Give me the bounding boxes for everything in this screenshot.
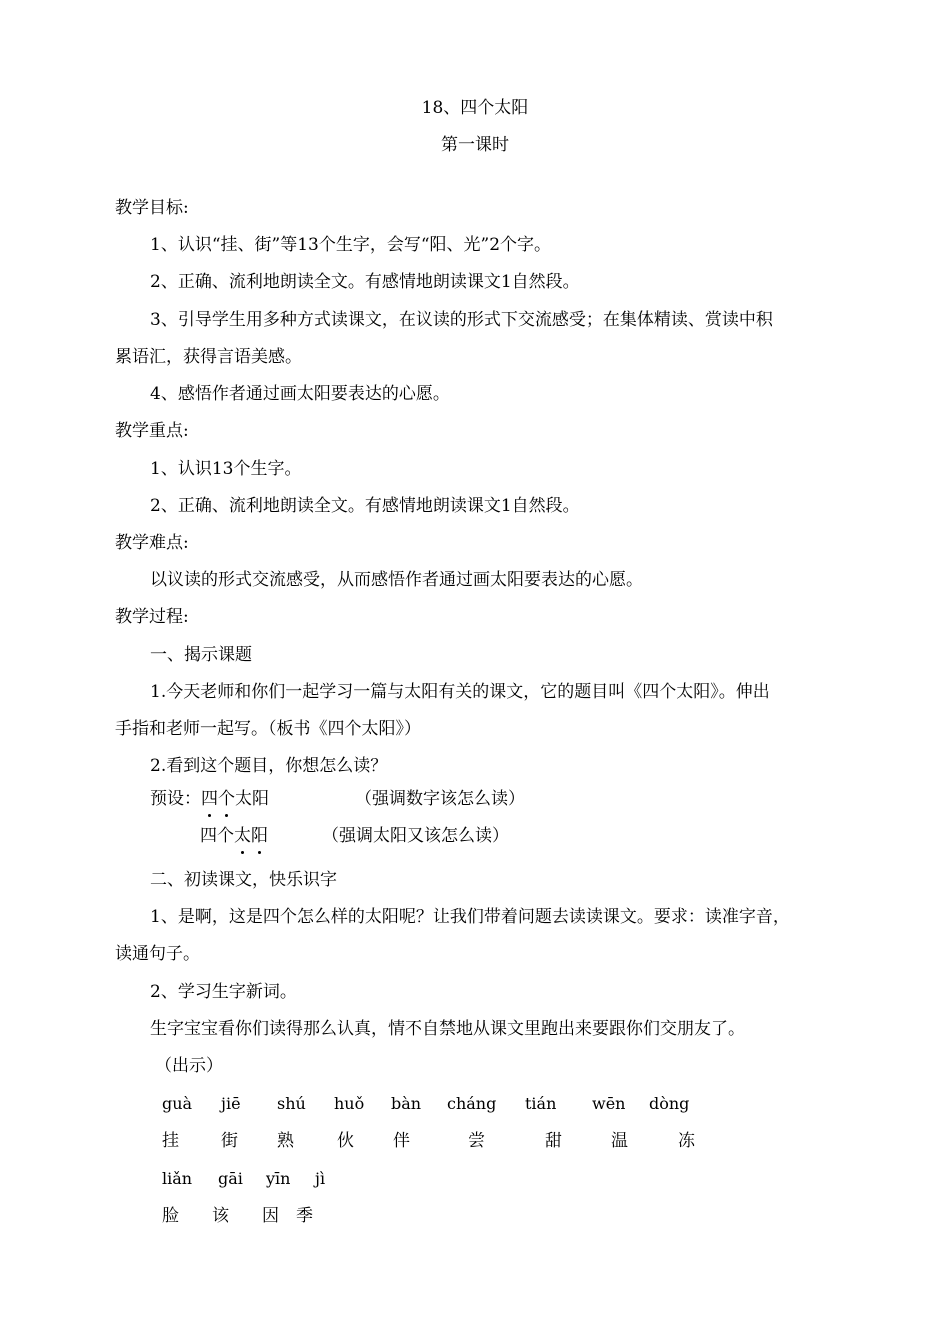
vocab-char: 熟 — [277, 1131, 294, 1151]
preset-line-1 — [150, 787, 269, 811]
paragraph: 2.看到这个题目，你想怎么读？ — [150, 756, 388, 776]
vocab-char: 温 — [611, 1131, 628, 1151]
preset-char: 个 — [217, 826, 234, 846]
vocab-char: 伴 — [393, 1131, 410, 1151]
page-subtitle: 第一课时 — [441, 135, 509, 155]
objective-item-continued: 累语汇，获得言语美感。 — [115, 347, 302, 367]
objective-item: 1、认识“挂、街”等13个生字，会写“阳、光”2个字。 — [150, 235, 552, 255]
emphasized-char: 阳 — [251, 826, 268, 846]
pinyin: shú — [277, 1094, 306, 1113]
objectives-heading: 教学目标: — [115, 198, 189, 218]
key-points-heading: 教学重点: — [115, 421, 189, 441]
pinyin: jì — [315, 1169, 326, 1188]
vocab-char: 因 — [262, 1206, 279, 1226]
vocab-char: 季 — [296, 1206, 313, 1226]
vocab-char: 脸 — [162, 1206, 179, 1226]
pinyin: dòng — [649, 1094, 690, 1113]
pinyin: yīn — [266, 1169, 291, 1188]
pinyin: cháng — [447, 1094, 497, 1113]
preset-note: （强调数字该怎么读） — [355, 789, 525, 809]
emphasized-char: 个 — [218, 789, 235, 809]
paragraph: 2、学习生字新词。 — [150, 982, 297, 1002]
objective-item: 4、感悟作者通过画太阳要表达的心愿。 — [150, 384, 450, 404]
section-heading: 一、揭示课题 — [150, 645, 252, 665]
pinyin: jiē — [221, 1094, 241, 1113]
pinyin: tián — [525, 1094, 557, 1113]
preset-char: 阳 — [252, 789, 269, 809]
preset-note: （强调太阳又该怎么读） — [322, 826, 509, 846]
vocab-char: 街 — [221, 1131, 238, 1151]
pinyin: gāi — [218, 1169, 243, 1188]
difficulty-item: 以议读的形式交流感受，从而感悟作者通过画太阳要表达的心愿。 — [150, 570, 643, 590]
key-point-item: 2、正确、流利地朗读全文。有感情地朗读课文1自然段。 — [150, 496, 580, 516]
vocab-char: 甜 — [545, 1131, 562, 1151]
show-label: （出示） — [155, 1056, 223, 1076]
paragraph-continued: 读通句子。 — [115, 944, 200, 964]
pinyin: wēn — [592, 1094, 626, 1113]
vocab-char: 冻 — [678, 1131, 695, 1151]
preset-line-2 — [200, 824, 268, 848]
vocab-char: 伙 — [337, 1131, 354, 1151]
paragraph: 1.今天老师和你们一起学习一篇与太阳有关的课文，它的题目叫《四个太阳》。伸出 — [150, 682, 770, 702]
key-point-item: 1、认识13个生字。 — [150, 459, 302, 479]
process-heading: 教学过程: — [115, 607, 189, 627]
pinyin: guà — [162, 1094, 193, 1113]
preset-label: 预设： — [150, 789, 201, 809]
section-heading: 二、初读课文，快乐识字 — [150, 870, 337, 890]
paragraph: 生字宝宝看你们读得那么认真，情不自禁地从课文里跑出来要跟你们交朋友了。 — [150, 1019, 745, 1039]
preset-char: 太 — [235, 789, 252, 809]
page-title: 18、四个太阳 — [421, 98, 529, 118]
vocab-char: 该 — [212, 1206, 229, 1226]
vocab-char: 挂 — [162, 1131, 179, 1151]
paragraph: 1、是啊，这是四个怎么样的太阳呢？让我们带着问题去读读课文。要求：读准字音， — [150, 907, 790, 927]
pinyin: bàn — [391, 1094, 422, 1113]
emphasized-char: 四 — [201, 789, 218, 809]
difficulties-heading: 教学难点: — [115, 533, 189, 553]
vocab-char: 尝 — [468, 1131, 485, 1151]
paragraph-continued: 手指和老师一起写。（板书《四个太阳》） — [115, 719, 421, 739]
preset-char: 四 — [200, 826, 217, 846]
pinyin: huǒ — [334, 1094, 365, 1113]
objective-item: 2、正确、流利地朗读全文。有感情地朗读课文1自然段。 — [150, 272, 580, 292]
emphasized-char: 太 — [234, 826, 251, 846]
objective-item: 3、引导学生用多种方式读课文，在议读的形式下交流感受；在集体精读、赏读中积 — [150, 310, 773, 330]
pinyin: liǎn — [162, 1169, 193, 1188]
